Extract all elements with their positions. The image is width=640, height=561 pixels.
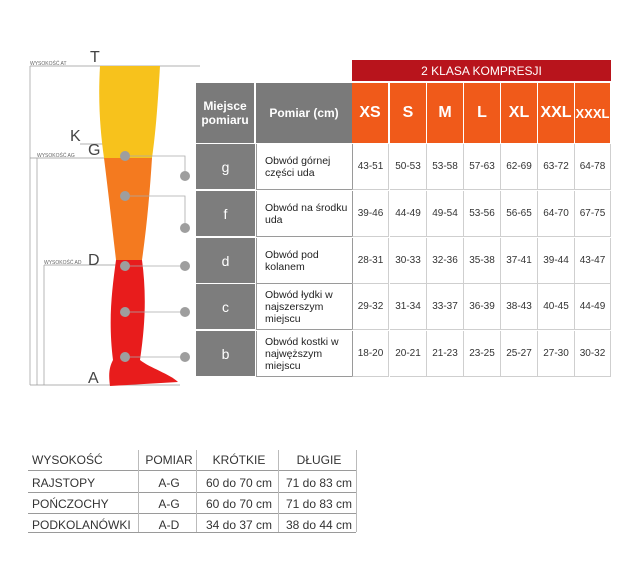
- leg-illustration: [0, 0, 200, 400]
- height-table-divider: [28, 492, 356, 493]
- size-value-cell: 31-34: [390, 284, 427, 330]
- height-table-divider: [28, 470, 356, 471]
- leg-orange-section: [104, 158, 152, 260]
- leg-yellow-section: [99, 66, 160, 158]
- size-value-cell: 57-63: [464, 144, 501, 190]
- height-table-column-divider: [278, 450, 279, 532]
- label-g: G: [88, 142, 101, 159]
- size-value-cell: 53-56: [464, 191, 501, 237]
- size-header-xxl: XXL: [538, 83, 575, 143]
- compression-class-title: 2 KLASA KOMPRESJI: [352, 60, 611, 82]
- height-table-cell: A-D: [158, 518, 180, 532]
- size-header-xs: XS: [352, 83, 389, 143]
- height-table-column-divider: [138, 450, 139, 532]
- label-a: A: [88, 370, 99, 387]
- height-table-cell: A-G: [158, 476, 180, 490]
- height-table-divider: [28, 513, 356, 514]
- size-value-cell: 62-69: [501, 144, 538, 190]
- label-k: K: [70, 128, 81, 145]
- size-value-cell: 56-65: [501, 191, 538, 237]
- size-value-cell: 44-49: [575, 284, 611, 330]
- size-value-cell: 64-70: [538, 191, 575, 237]
- height-table-cell: 60 do 70 cm: [205, 476, 273, 490]
- height-label-ag: WYSOKOŚĆ AG: [37, 153, 75, 159]
- size-value-cell: 32-36: [427, 238, 464, 284]
- size-value-cell: 29-32: [352, 284, 389, 330]
- size-value-cell: 49-54: [427, 191, 464, 237]
- height-table-cell: 71 do 83 cm: [285, 497, 353, 511]
- size-value-cell: 30-33: [390, 238, 427, 284]
- size-value-cell: 39-44: [538, 238, 575, 284]
- row-code-c: c: [196, 284, 255, 330]
- size-header-xxxl: XXXL: [575, 83, 611, 143]
- size-value-cell: 35-38: [464, 238, 501, 284]
- size-value-cell: 50-53: [390, 144, 427, 190]
- height-table-header: WYSOKOŚĆ: [32, 453, 103, 467]
- row-desc-g: Obwód górnej części uda: [256, 144, 352, 190]
- height-table-header: DŁUGIE: [296, 453, 342, 467]
- row-desc-c: Obwód łydki w najszerszym miejscu: [256, 284, 352, 330]
- size-header-xl: XL: [501, 83, 538, 143]
- size-value-cell: 21-23: [427, 331, 464, 377]
- height-table-header: POMIAR: [145, 453, 193, 467]
- leg-red-section: [109, 260, 178, 386]
- size-value-cell: 43-51: [352, 144, 389, 190]
- height-table-divider: [28, 532, 356, 533]
- height-table-column-divider: [356, 450, 357, 532]
- row-code-d: d: [196, 238, 255, 284]
- size-value-cell: 37-41: [501, 238, 538, 284]
- size-value-cell: 64-78: [575, 144, 611, 190]
- size-value-cell: 30-32: [575, 331, 611, 377]
- size-value-cell: 25-27: [501, 331, 538, 377]
- height-table-cell: 38 do 44 cm: [285, 518, 353, 532]
- size-value-cell: 18-20: [352, 331, 389, 377]
- size-value-cell: 39-46: [352, 191, 389, 237]
- size-value-cell: 67-75: [575, 191, 611, 237]
- height-table-cell: 60 do 70 cm: [205, 497, 273, 511]
- size-value-cell: 44-49: [390, 191, 427, 237]
- size-value-cell: 63-72: [538, 144, 575, 190]
- size-header-l: L: [464, 83, 501, 143]
- size-value-cell: 43-47: [575, 238, 611, 284]
- height-table-cell: POŃCZOCHY: [32, 497, 109, 511]
- height-table-cell: A-G: [158, 497, 180, 511]
- size-value-cell: 36-39: [464, 284, 501, 330]
- height-table-cell: RAJSTOPY: [32, 476, 96, 490]
- row-desc-d: Obwód pod kolanem: [256, 238, 352, 284]
- size-value-cell: 28-31: [352, 238, 389, 284]
- col-header-measure: Pomiar (cm): [256, 83, 352, 143]
- height-label-at: WYSOKOŚĆ AT: [30, 61, 67, 67]
- label-d: D: [88, 252, 100, 269]
- row-desc-b: Obwód kostki w najwęższym miejscu: [256, 331, 352, 377]
- height-label-ad: WYSOKOŚĆ AD: [44, 260, 82, 266]
- size-value-cell: 53-58: [427, 144, 464, 190]
- size-header-s: S: [390, 83, 427, 143]
- height-table-cell: 71 do 83 cm: [285, 476, 353, 490]
- height-table-header: KRÓTKIE: [212, 453, 266, 467]
- height-table-cell: 34 do 37 cm: [205, 518, 273, 532]
- size-header-m: M: [427, 83, 464, 143]
- size-value-cell: 40-45: [538, 284, 575, 330]
- row-code-b: b: [196, 331, 255, 377]
- height-table-column-divider: [196, 450, 197, 532]
- size-value-cell: 23-25: [464, 331, 501, 377]
- size-value-cell: 38-43: [501, 284, 538, 330]
- label-t: T: [90, 49, 100, 66]
- row-desc-f: Obwód na środku uda: [256, 191, 352, 237]
- size-value-cell: 27-30: [538, 331, 575, 377]
- size-value-cell: 33-37: [427, 284, 464, 330]
- row-code-g: g: [196, 144, 255, 190]
- height-table-cell: PODKOLANÓWKI: [32, 518, 131, 532]
- col-header-place: Miejsce pomiaru: [196, 83, 255, 143]
- row-code-f: f: [196, 191, 255, 237]
- size-value-cell: 20-21: [390, 331, 427, 377]
